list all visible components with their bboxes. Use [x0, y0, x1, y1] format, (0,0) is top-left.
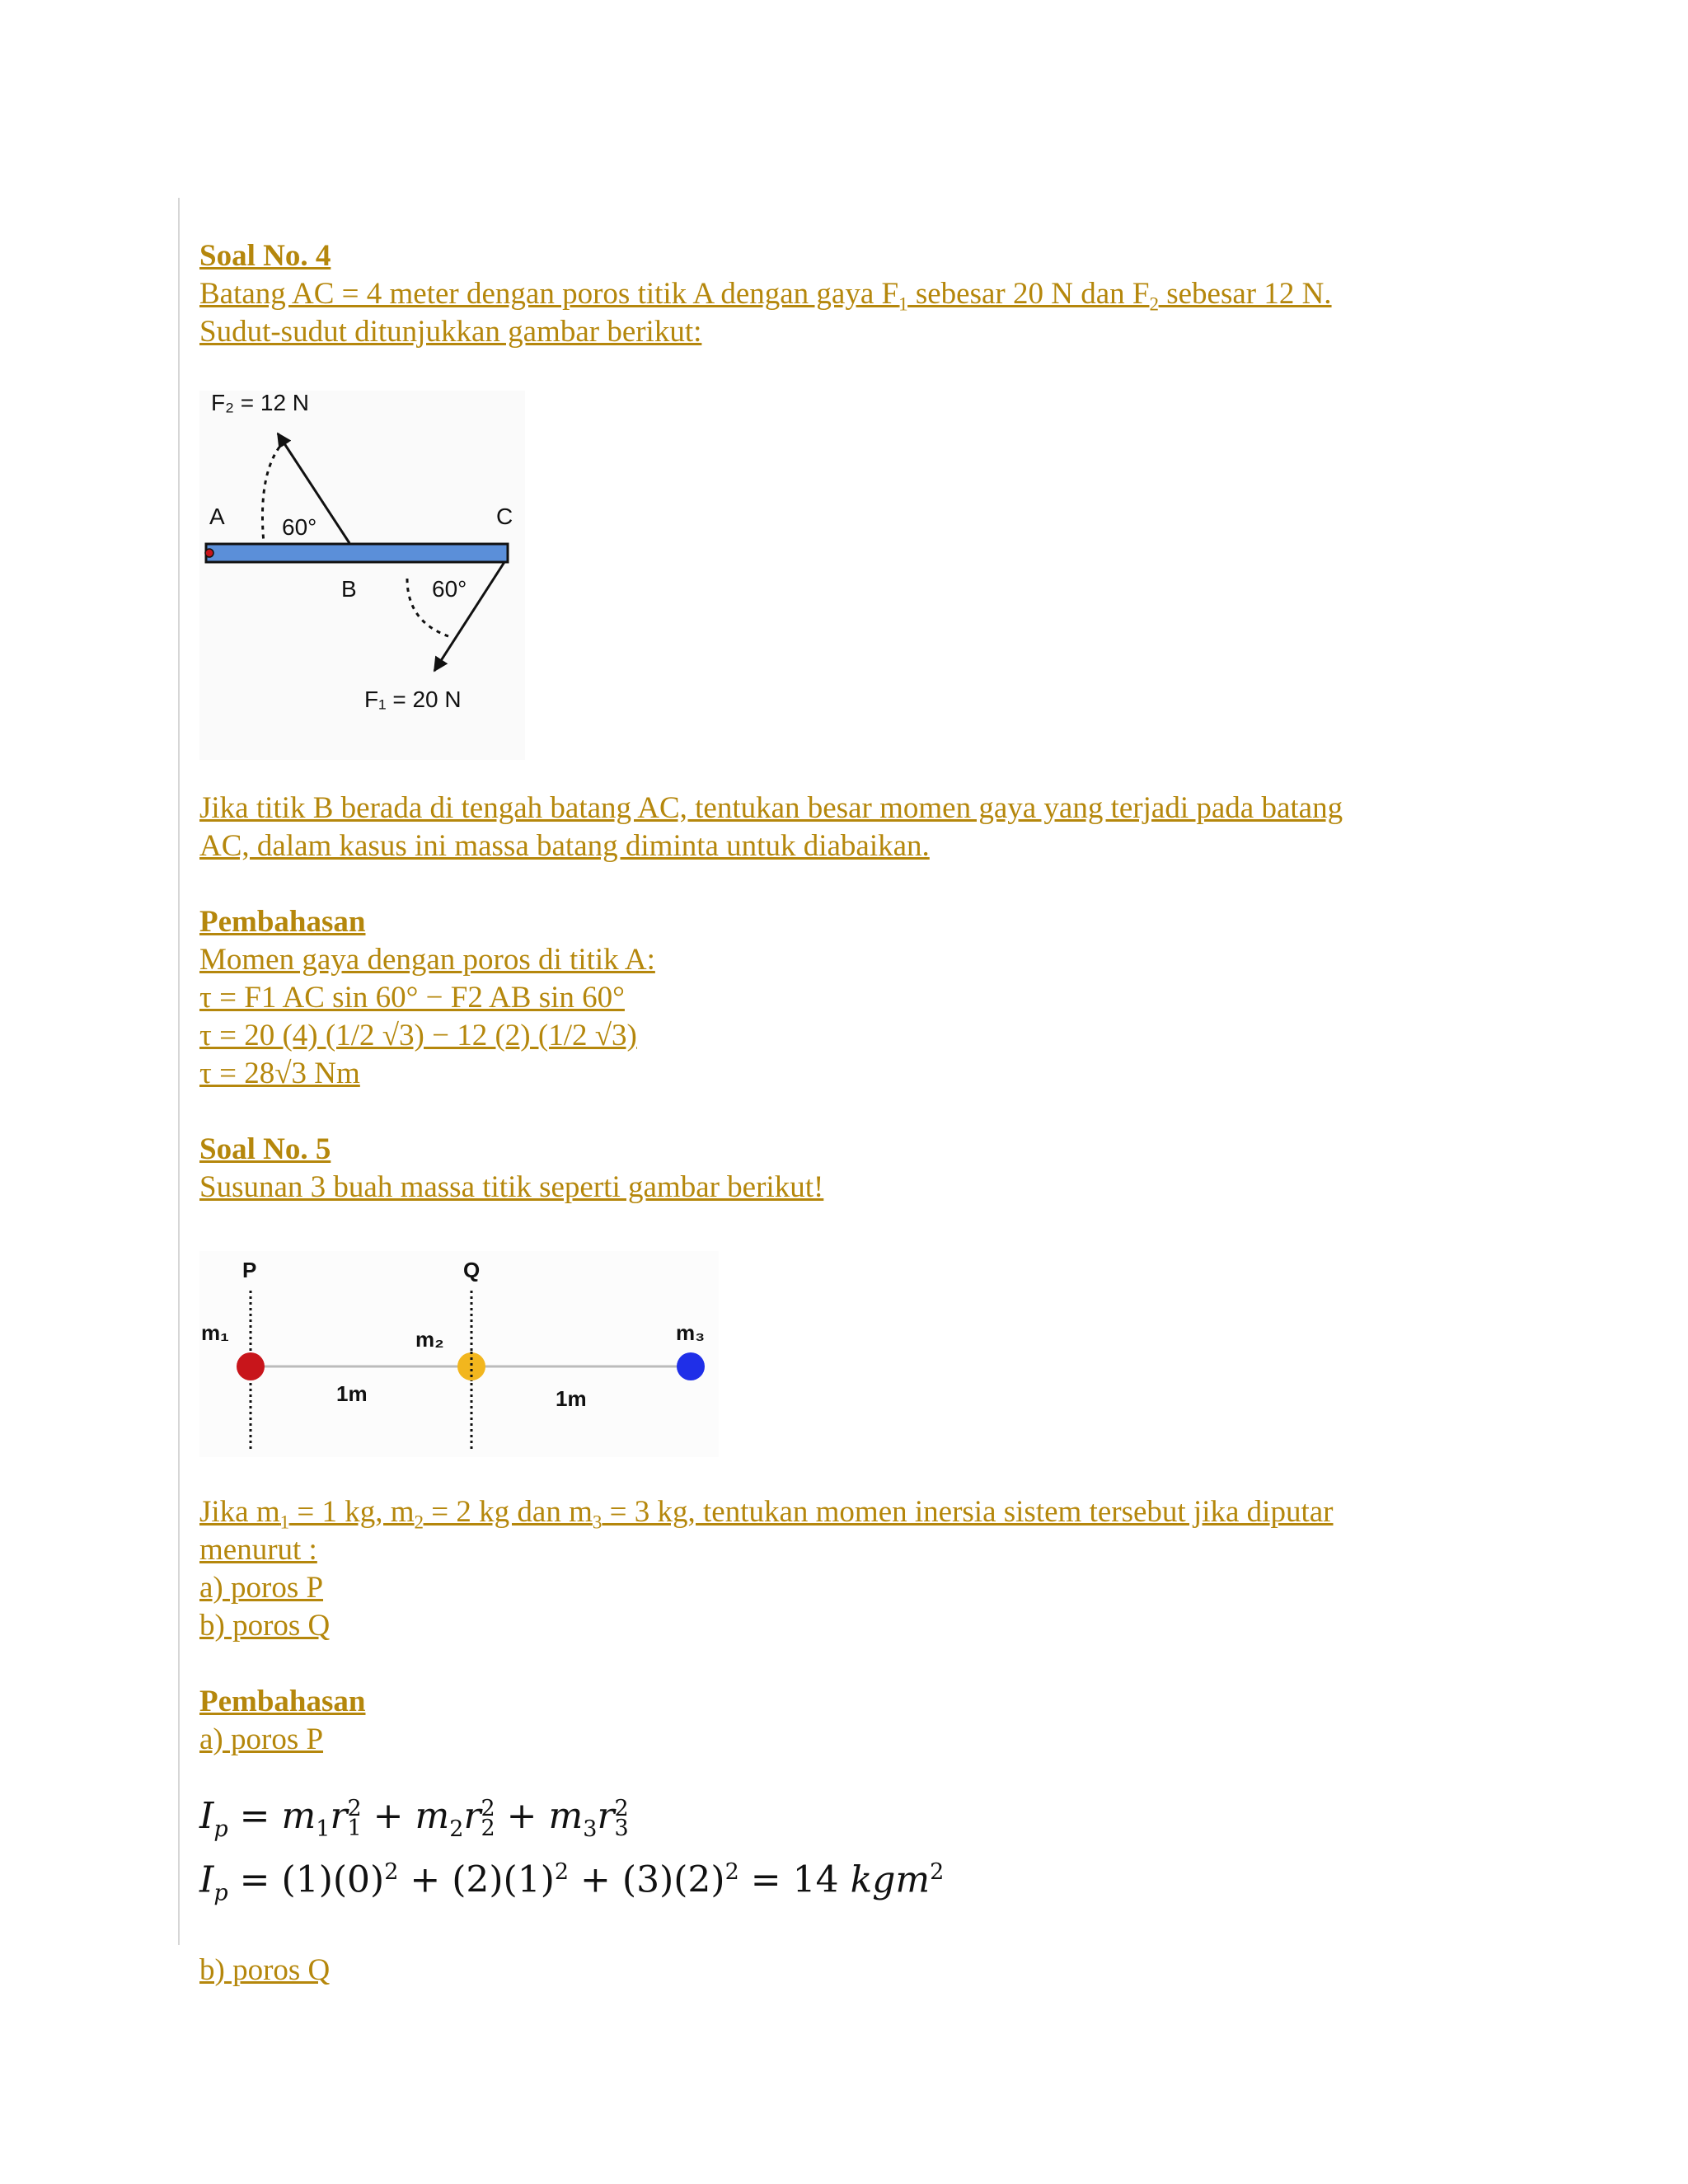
option-b[interactable]: b) poros Q — [199, 1609, 331, 1643]
document-body — [199, 237, 1485, 1990]
page-left-rule — [178, 198, 180, 1945]
soal-4-solution-line[interactable]: τ = 28√3 Nm — [199, 1057, 360, 1090]
angle-top-label: 60° — [282, 514, 317, 540]
distance-2: 1m — [556, 1386, 587, 1411]
distance-1: 1m — [336, 1381, 368, 1406]
label-a: A — [209, 504, 225, 529]
soal-5-description[interactable]: Susunan 3 buah massa titik seperti gambar berikut! — [199, 1170, 824, 1204]
part-b-label[interactable]: b) poros Q — [199, 1952, 331, 1987]
label-p: P — [242, 1258, 257, 1282]
soal-4-question-line-1[interactable]: Jika titik B berada di tengah batang AC, tentukan besar momen gaya yang terjadi pada batang — [199, 791, 1343, 825]
soal-5-question-line-1[interactable]: Jika $m_1 = 1$ kg, $m_2 = 2$ kg dan $m_3 = 3$ kg, tentukan momen inersia sistem tersebut jika diputar — [199, 1495, 1334, 1533]
soal-5-question-line-2[interactable]: menurut : — [199, 1533, 317, 1567]
soal-4-title[interactable]: Soal No. 4 — [199, 239, 331, 273]
point-mass-diagram — [199, 1251, 719, 1457]
label-m1: m₁ — [201, 1320, 229, 1345]
inertia-equations — [199, 1795, 1485, 1915]
soal-5-pembahasan-title[interactable]: Pembahasan — [199, 1685, 366, 1718]
label-m2: m₂ — [415, 1327, 444, 1352]
label-f2: F₂ = 12 N — [211, 391, 310, 415]
soal-4-solution-line[interactable]: τ = 20 (4) (1/2 √3) − 12 (2) (1/2 √3) — [199, 1019, 637, 1052]
label-b: B — [341, 576, 357, 602]
mass-m3 — [677, 1352, 705, 1380]
label-f1: F₁ = 20 N — [364, 687, 462, 712]
soal-4-pembahasan-title[interactable]: Pembahasan — [199, 905, 366, 939]
pivot-a — [205, 549, 213, 557]
option-a[interactable]: a) poros P — [199, 1571, 324, 1605]
angle-bottom-label: 60° — [432, 576, 467, 602]
part-a-label[interactable]: a) poros P — [199, 1722, 324, 1756]
label-m3: m₃ — [676, 1320, 706, 1345]
soal-4-question-line-2[interactable]: AC, dalam kasus ini massa batang diminta untuk diabaikan. — [199, 829, 930, 863]
label-q: Q — [463, 1258, 481, 1282]
label-c: C — [496, 504, 513, 529]
equation-general: $I_p = m_1r2$ $1 + m_2r2$ $2 + m_3r2$ 3 — [199, 1795, 629, 1842]
rod-ac — [206, 544, 508, 562]
soal-5-title[interactable]: Soal No. 5 — [199, 1132, 331, 1166]
soal-4-solution-line[interactable]: Momen gaya dengan poros di titik A: — [199, 943, 655, 977]
equation-values: $I_p = (1)(0)^2 + (2)(1)^2 + (3)(2)^2 = 14$ kgm$^2$ — [199, 1858, 945, 1906]
soal-4-description-line-1[interactable]: Batang AC = 4 meter dengan poros titik A dengan gaya $F_1$ sebesar 20 N dan $F_2$ sebesar 12 N. — [199, 277, 1332, 315]
soal-4-description-line-2[interactable]: Sudut-sudut ditunjukkan gambar berikut: — [199, 315, 702, 349]
soal-4-solution-line[interactable]: τ = F1 AC sin 60° − F2 AB sin 60° — [199, 981, 625, 1015]
lever-force-diagram — [199, 391, 525, 760]
mass-m1 — [237, 1352, 265, 1380]
